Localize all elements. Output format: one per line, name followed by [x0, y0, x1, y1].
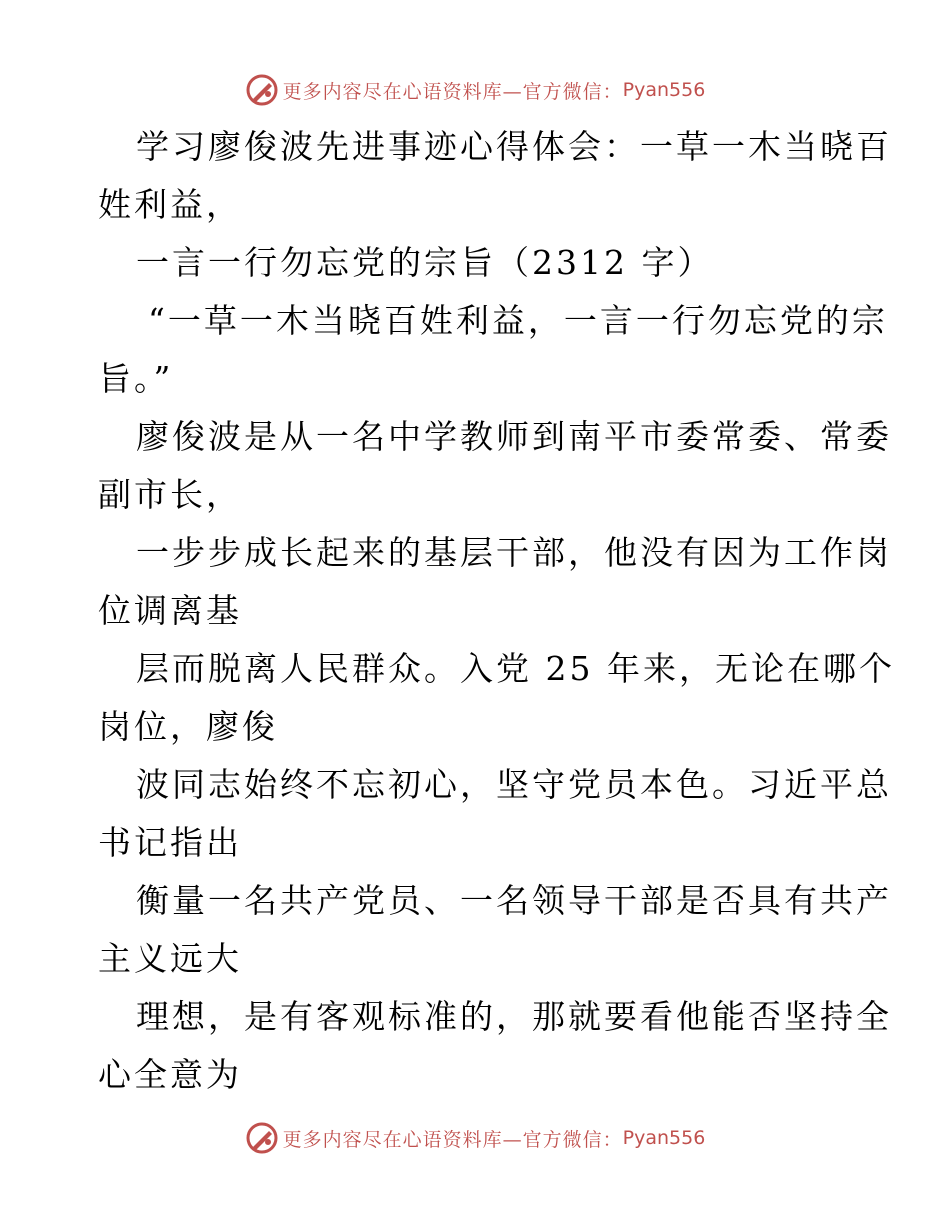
- header-watermark: [0, 70, 950, 110]
- paragraph-line: 波同志始终不忘初心，坚守党员本色。习近平总: [136, 765, 892, 804]
- paragraph-line: 位调离基: [98, 591, 242, 630]
- paragraph: [98, 292, 888, 408]
- paragraph-line: 一言一行勿忘党的宗旨（2312 字）: [136, 243, 714, 282]
- paragraph: [98, 234, 858, 292]
- paragraph: [98, 988, 892, 1104]
- paragraph-line: 姓利益，: [98, 185, 242, 224]
- pen-logo-icon: [245, 1121, 279, 1155]
- document-body: [98, 118, 895, 1104]
- paragraph: [98, 408, 892, 524]
- paragraph-line: 层而脱离人民群众。入党 25 年来，无论在哪个: [136, 649, 895, 688]
- watermark-text: 更多内容尽在心语资料库—官方微信：: [282, 80, 623, 103]
- paragraph: [98, 872, 892, 988]
- paragraph: [98, 524, 892, 640]
- paragraph-line: 旨。”: [98, 359, 174, 398]
- paragraph-line: 廖俊波是从一名中学教师到南平市委常委、常委: [136, 417, 892, 456]
- paragraph-line: 书记指出: [98, 823, 242, 862]
- wechat-id: Pyan556: [622, 1127, 706, 1149]
- watermark-text: 更多内容尽在心语资料库—官方微信：: [282, 1128, 623, 1151]
- paragraph: [98, 640, 895, 756]
- paragraph-line: 一步步成长起来的基层干部，他没有因为工作岗: [136, 533, 892, 572]
- paragraph-line: 学习廖俊波先进事迹心得体会：一草一木当晓百: [136, 127, 892, 166]
- footer-watermark: [0, 1118, 950, 1158]
- paragraph-line: “一草一木当晓百姓利益，一言一行勿忘党的宗: [148, 301, 888, 340]
- paragraph-line: 心全意为: [98, 1055, 242, 1094]
- paragraph: [98, 756, 892, 872]
- pen-logo-icon: [245, 73, 279, 107]
- paragraph-line: 主义远大: [98, 939, 242, 978]
- paragraph: [98, 118, 892, 234]
- paragraph-line: 副市长，: [98, 475, 242, 514]
- paragraph-line: 理想，是有客观标准的，那就要看他能否坚持全: [136, 997, 892, 1036]
- wechat-id: Pyan556: [622, 79, 706, 101]
- paragraph-line: 岗位，廖俊: [98, 707, 278, 746]
- paragraph-line: 衡量一名共产党员、一名领导干部是否具有共产: [136, 881, 892, 920]
